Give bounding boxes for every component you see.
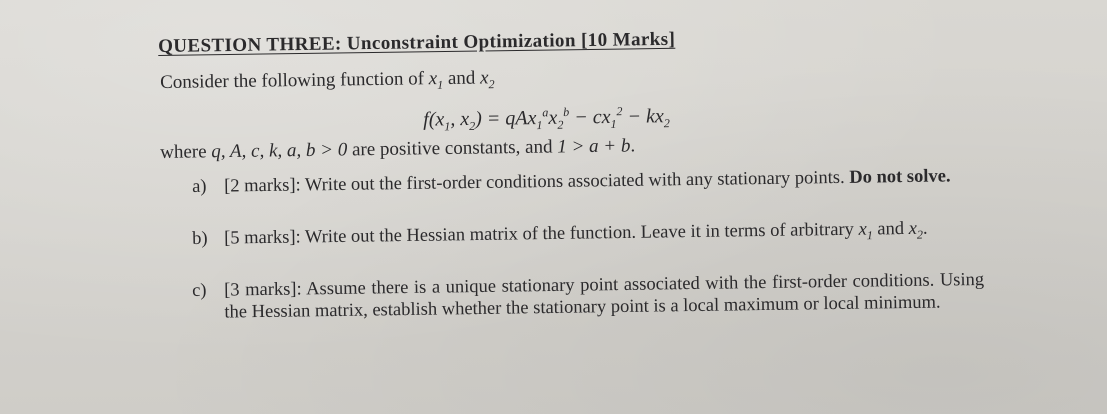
subquestion-label: a)	[192, 176, 207, 197]
intro-text: Consider the following function of	[160, 68, 429, 93]
constants-list: q, A, c, k, a, b > 0	[211, 139, 348, 163]
subquestion-text: [5 marks]: Write out the Hessian matrix of the function. Leave it in terms of arbitrary $x_1$ and $x_2$.	[224, 218, 928, 249]
instruction-bold: Do not solve.	[849, 166, 951, 188]
subquestion-label: b)	[192, 228, 208, 249]
var-x2: $x_2$	[479, 67, 495, 92]
var-x1: $x_1$	[428, 68, 444, 92]
subquestion-a	[192, 165, 993, 222]
constants-condition: where q, A, c, k, a, b > 0 are positive constants, and 1 > a + b.	[160, 135, 636, 163]
intro-and: and	[443, 67, 481, 90]
constraint: 1 > a + b	[557, 135, 631, 158]
subquestion-text: [2 marks]: Write out the first-order conditions associated with any stationary points. Do not solve.	[224, 166, 951, 197]
subquestion-c	[192, 269, 993, 350]
function-formula: $f(x_1$, $x_2) = qAx_1^ax_2^b - cx_1^2 - kx_2$	[423, 104, 670, 134]
question-intro	[160, 67, 495, 96]
question-title: QUESTION THREE: Unconstraint Optimization [10 Marks]	[158, 28, 676, 57]
subquestion-b	[192, 217, 993, 274]
subquestion-text: [3 marks]: Assume there is a unique stationary point associated with the first-order conditions. Using the Hessian matrix, establish whether the stationary point is a local maximum or local minimum.	[224, 269, 985, 323]
subquestion-label: c)	[192, 280, 207, 301]
